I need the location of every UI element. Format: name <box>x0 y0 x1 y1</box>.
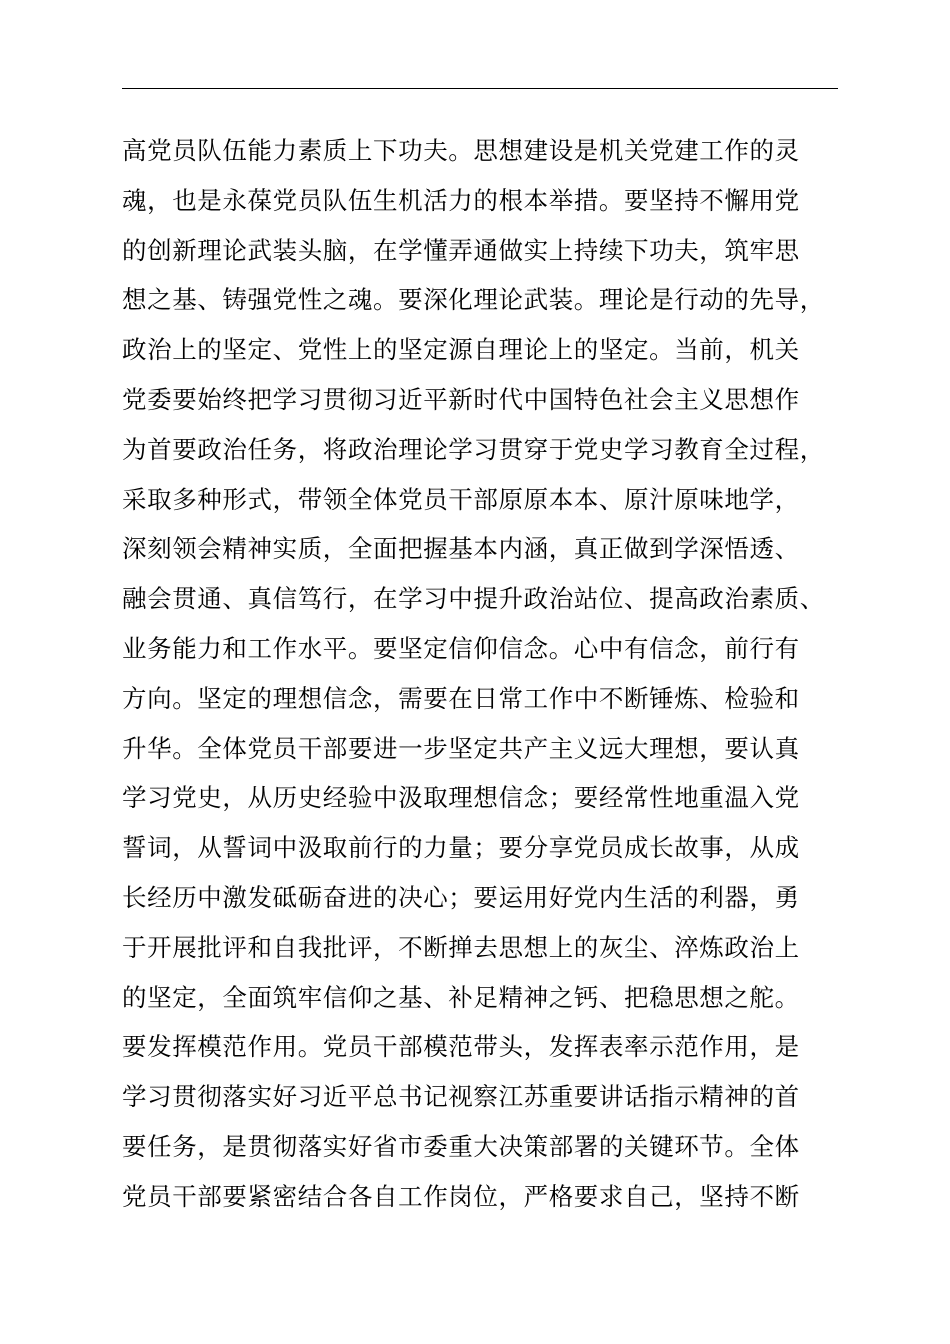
text-line: 学习党史，从历史经验中汲取理想信念；要经常性地重温入党 <box>122 783 800 813</box>
text-line: 想之基、铸强党性之魂。要深化理论武装。理论是行动的先导， <box>122 285 825 315</box>
text-line: 誓词，从誓词中汲取前行的力量；要分享党员成长故事，从成 <box>122 833 800 863</box>
text-line: 学习贯彻落实好习近平总书记视察江苏重要讲话指示精神的首 <box>122 1082 800 1112</box>
text-line: 的坚定，全面筑牢信仰之基、补足精神之钙、把稳思想之舵。 <box>122 982 800 1012</box>
text-line: 长经历中激发砥砺奋进的决心；要运用好党内生活的利器，勇 <box>122 882 800 912</box>
text-line: 深刻领会精神实质，全面把握基本内涵，真正做到学深悟透、 <box>122 534 800 564</box>
text-line: 高党员队伍能力素质上下功夫。思想建设是机关党建工作的灵 <box>122 136 800 165</box>
text-line: 升华。全体党员干部要进一步坚定共产主义远大理想，要认真 <box>122 733 800 763</box>
text-line: 为首要政治任务，将政治理论学习贯穿于党史学习教育全过程， <box>122 434 825 464</box>
header-rule <box>122 88 838 89</box>
text-line: 要任务，是贯彻落实好省市委重大决策部署的关键环节。全体 <box>122 1131 800 1161</box>
text-line: 政治上的坚定、党性上的坚定源自理论上的坚定。当前，机关 <box>122 335 800 365</box>
text-line: 业务能力和工作水平。要坚定信仰信念。心中有信念，前行有 <box>122 633 800 663</box>
text-line: 融会贯通、真信笃行，在学习中提升政治站位、提高政治素质、 <box>122 584 825 614</box>
body-text <box>122 126 862 1222</box>
text-line: 要发挥模范作用。党员干部模范带头，发挥表率示范作用，是 <box>122 1032 800 1062</box>
text-line: 党委要始终把学习贯彻习近平新时代中国特色社会主义思想作 <box>122 384 800 414</box>
text-line: 党员干部要紧密结合各自工作岗位，严格要求自己，坚持不断 <box>122 1181 800 1211</box>
text-line: 于开展批评和自我批评，不断掸去思想上的灰尘、淬炼政治上 <box>122 932 800 962</box>
text-line: 采取多种形式，带领全体党员干部原原本本、原汁原味地学， <box>122 484 800 514</box>
text-line: 方向。坚定的理想信念，需要在日常工作中不断锤炼、检验和 <box>122 683 800 713</box>
text-line: 魂，也是永葆党员队伍生机活力的根本举措。要坚持不懈用党 <box>122 185 800 215</box>
text-line: 的创新理论武装头脑，在学懂弄通做实上持续下功夫，筑牢思 <box>122 235 800 265</box>
